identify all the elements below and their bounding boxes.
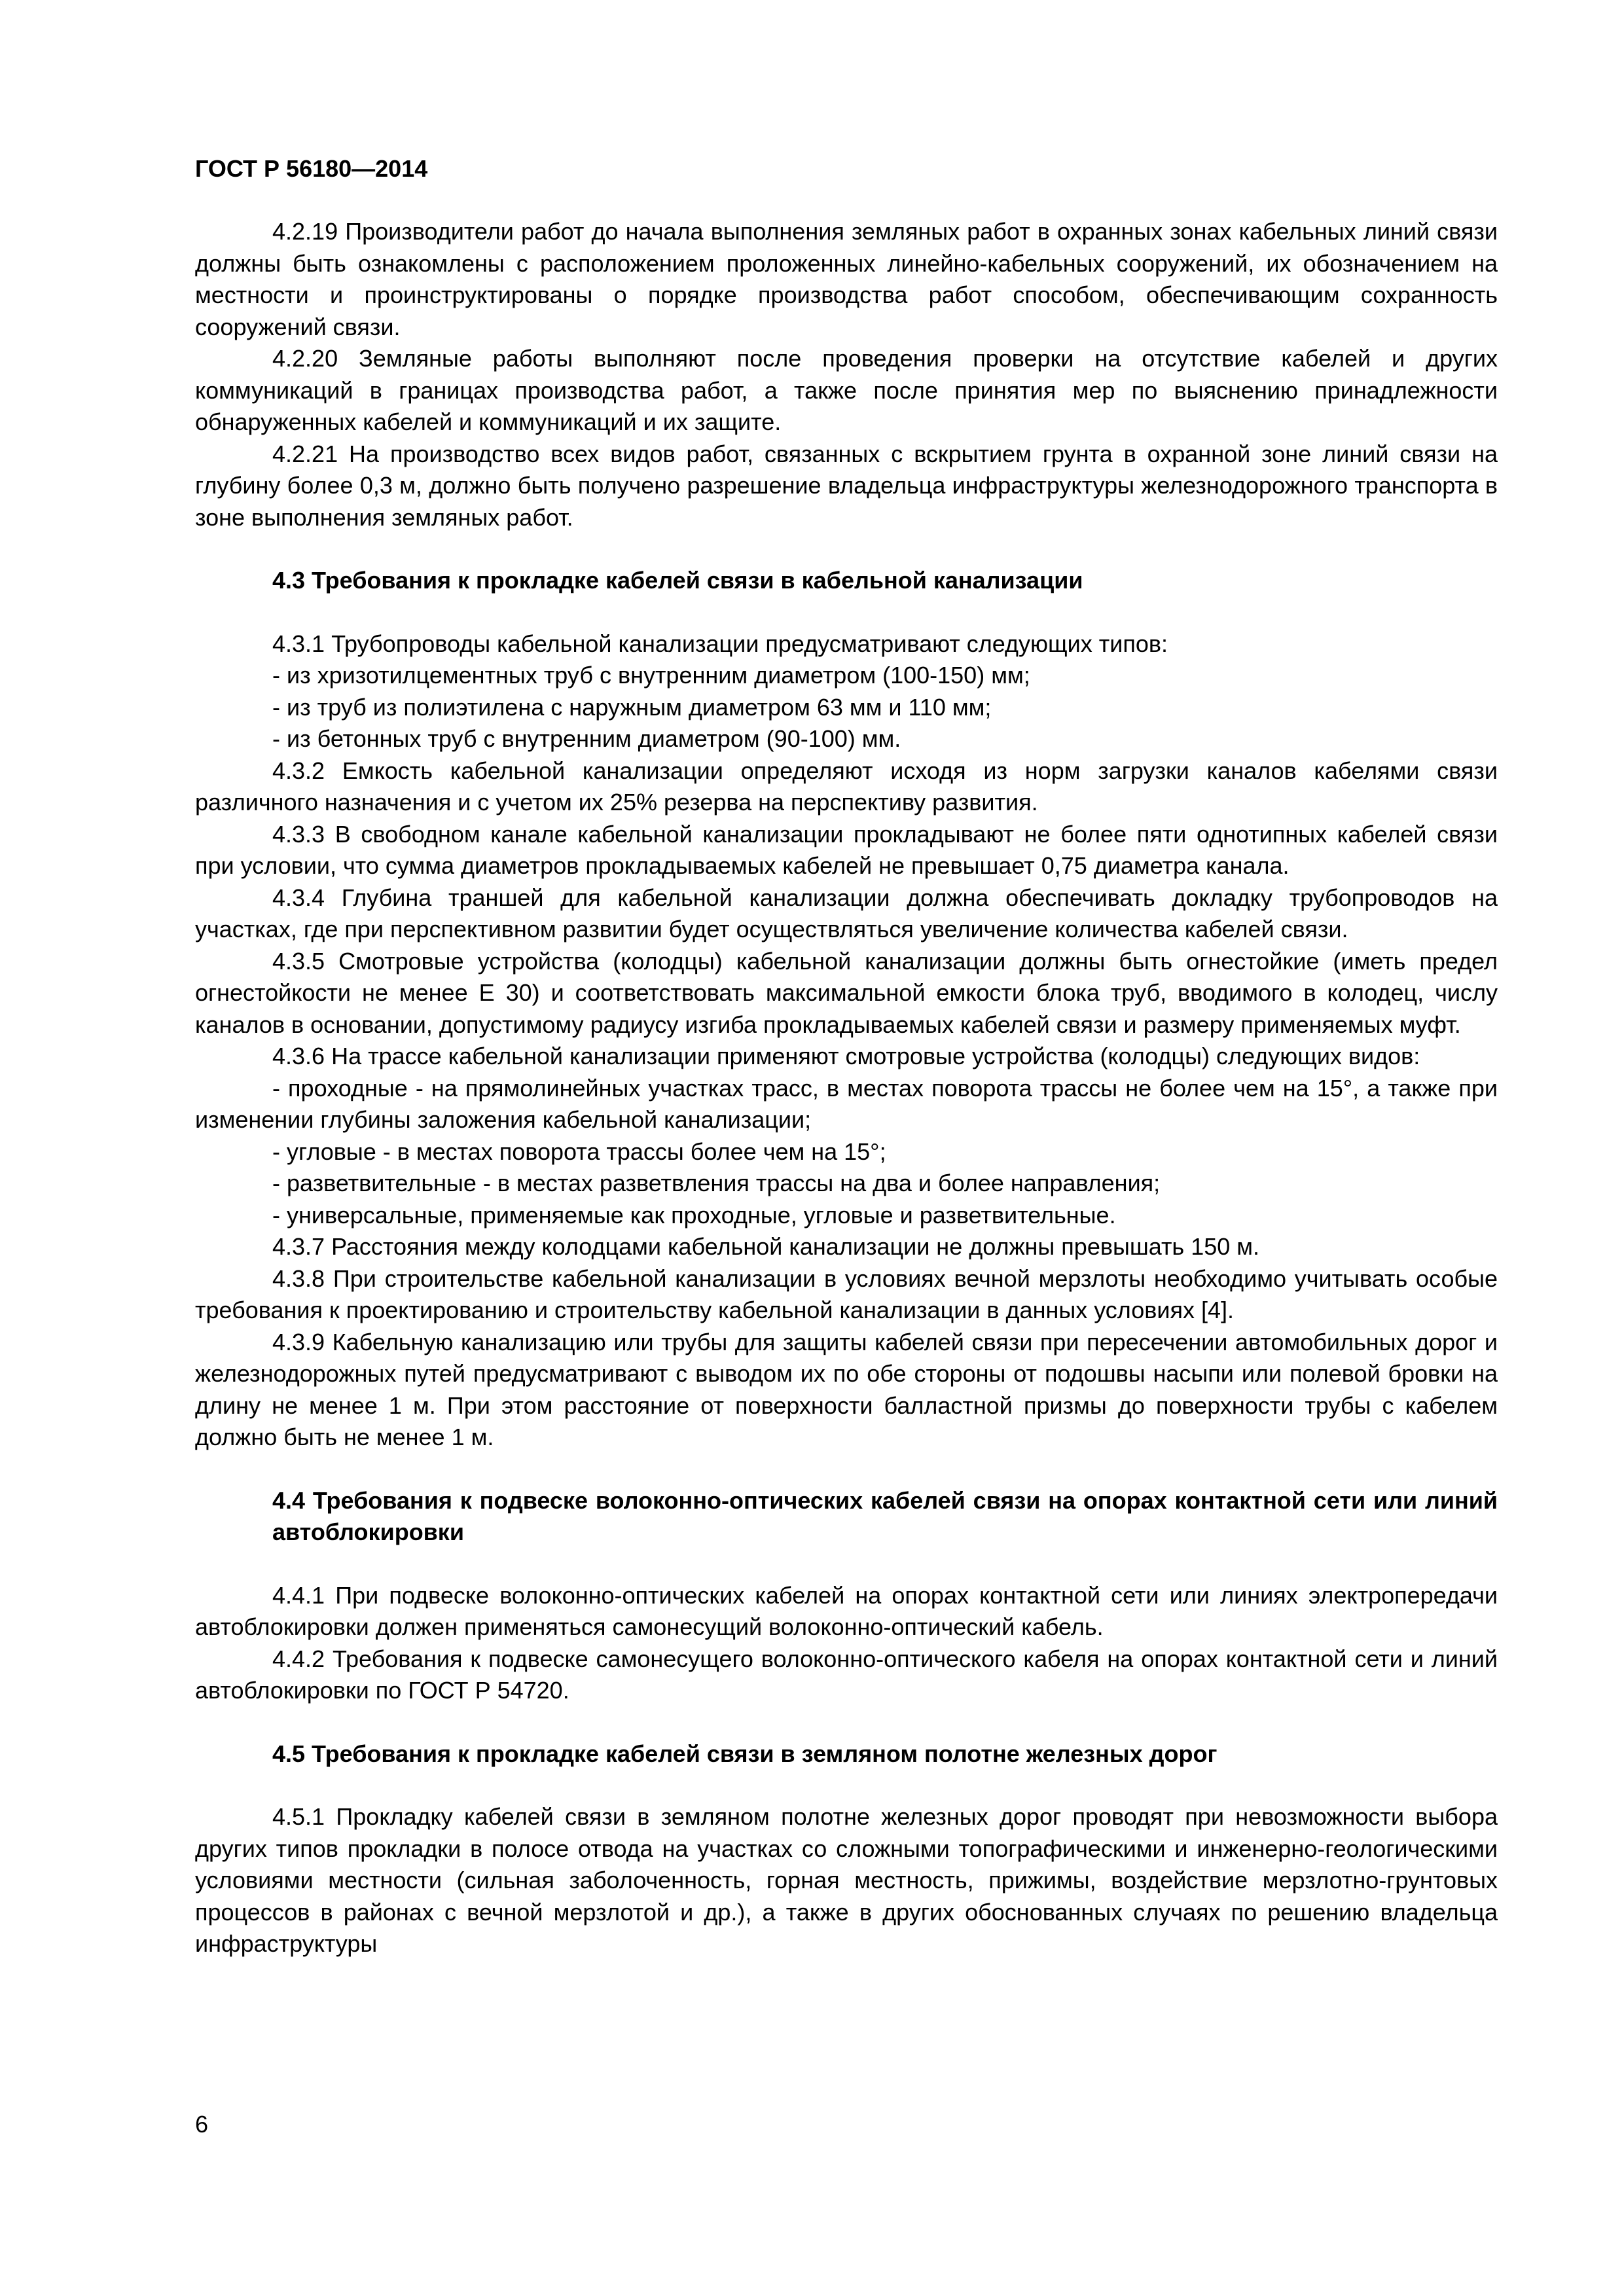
list-item: - угловые - в местах поворота трассы более чем на 15°; xyxy=(272,1138,886,1165)
paragraph-4-2-21: 4.2.21 На производство всех видов работ, связанных с вскрытием грунта в охранной зоне линий связи на глубину более 0,3 м, должно быть получено разрешение владельца инфраструктуры железнодорожного транспорта в зоне выполнения земляных работ. xyxy=(195,440,1498,531)
paragraph-4-3-4: 4.3.4 Глубина траншей для кабельной канализации должна обеспечивать докладку трубопроводов на участках, где при перспективном развитии будет осуществляться увеличение количества кабелей связи. xyxy=(195,884,1498,942)
section-heading-4-3: 4.3 Требования к прокладке кабелей связи в кабельной канализации xyxy=(272,567,1083,594)
paragraph-4-2-19: 4.2.19 Производители работ до начала выполнения земляных работ в охранных зонах кабельных линий связи должны быть ознакомлены с расположением проложенных линейно-кабельных сооружений, их обозначением на местности и проинструктированы о порядке производства работ способом, обеспечивающим сохранность сооружений связи. xyxy=(195,218,1498,340)
paragraph-4-3-3: 4.3.3 В свободном канале кабельной канализации прокладывают не более пяти однотипных кабелей связи при условии, что сумма диаметров прокладываемых кабелей не превышает 0,75 диаметра канала. xyxy=(195,820,1498,879)
list-item: - из труб из полиэтилена с наружным диаметром 63 мм и 110 мм; xyxy=(272,693,992,721)
paragraph-4-4-2: 4.4.2 Требования к подвеске самонесущего волоконно-оптического кабеля на опорах контактной сети и линий автоблокировки по ГОСТ Р 54720. xyxy=(195,1645,1498,1704)
section-heading-4-5: 4.5 Требования к прокладке кабелей связи в земляном полотне железных дорог xyxy=(272,1740,1218,1767)
paragraph-4-4-1: 4.4.1 При подвеске волоконно-оптических кабелей на опорах контактной сети или линиях электропередачи автоблокировки должен применяться самонесущий волоконно-оптический кабель. xyxy=(195,1581,1498,1640)
list-item: - из бетонных труб с внутренним диаметром (90-100) мм. xyxy=(272,725,901,752)
paragraph-4-5-1: 4.5.1 Прокладку кабелей связи в земляном полотне железных дорог проводят при невозможности выбора других типов прокладки в полосе отвода на участках со сложными топографическими и инженерно-геологическими условиями местности (сильная заболоченность, горная местность, прижимы, воздействие мерзлотно-грунтовых процессов в районах с вечной мерзлотой и др.), а также в других обоснованных случаях по решению владельца инфраструктуры xyxy=(195,1803,1498,1957)
paragraph-4-3-9: 4.3.9 Кабельную канализацию или трубы для защиты кабелей связи при пересечении автомобильных дорог и железнодорожных путей предусматривают с выводом их по обе стороны от подошвы насыпи или полевой бровки на длину не менее 1 м. При этом расстояние от поверхности балластной призмы до поверхности трубы с кабелем должно быть не менее 1 м. xyxy=(195,1328,1498,1450)
paragraph-4-3-8: 4.3.8 При строительстве кабельной канализации в условиях вечной мерзлоты необходимо учитывать особые требования к проектированию и строительству кабельной канализации в данных условиях [4]. xyxy=(195,1265,1498,1323)
list-item: - из хризотилцементных труб с внутренним диаметром (100-150) мм; xyxy=(272,662,1030,689)
section-heading-4-4: 4.4 Требования к подвеске волоконно-оптических кабелей связи на опорах контактной сети или линий автоблокировки xyxy=(272,1486,1498,1545)
paragraph-4-3-5: 4.3.5 Смотровые устройства (колодцы) кабельной канализации должны быть огнестойкие (иметь предел огнестойкости не менее Е 30) и соответствовать максимальной емкости блока труб, вводимого в колодец, числу каналов в основании, допустимому радиусу изгиба прокладываемых кабелей связи и размеру применяемых муфт. xyxy=(195,947,1498,1038)
list-item: - проходные - на прямолинейных участках трасс, в местах поворота трассы не более чем на 15°, а также при изменении глубины заложения кабельной канализации; xyxy=(195,1074,1498,1133)
list-item: - универсальные, применяемые как проходные, угловые и разветвительные. xyxy=(272,1201,1116,1229)
paragraph-4-3-7: 4.3.7 Расстояния между колодцами кабельной канализации не должны превышать 150 м. xyxy=(272,1233,1260,1260)
page-number: 6 xyxy=(195,2111,209,2138)
document-body xyxy=(195,216,1498,1960)
paragraph-4-3-2: 4.3.2 Емкость кабельной канализации определяют исходя из норм загрузки каналов кабелями связи различного назначения и с учетом их 25% резерва на перспективу развития. xyxy=(195,757,1498,816)
document-header: ГОСТ Р 56180—2014 xyxy=(195,155,428,182)
paragraph-4-2-20: 4.2.20 Земляные работы выполняют после проведения проверки на отсутствие кабелей и других коммуникаций в границах производства работ, а также после принятия мер по выяснению принадлежности обнаруженных кабелей и коммуникаций и их защите. xyxy=(195,345,1498,435)
paragraph-4-3-6: 4.3.6 На трассе кабельной канализации применяют смотровые устройства (колодцы) следующих видов: xyxy=(272,1043,1420,1069)
list-item: - разветвительные - в местах разветвления трассы на два и более направления; xyxy=(272,1170,1161,1196)
paragraph-4-3-1: 4.3.1 Трубопроводы кабельной канализации предусматривают следующих типов: xyxy=(272,630,1168,657)
